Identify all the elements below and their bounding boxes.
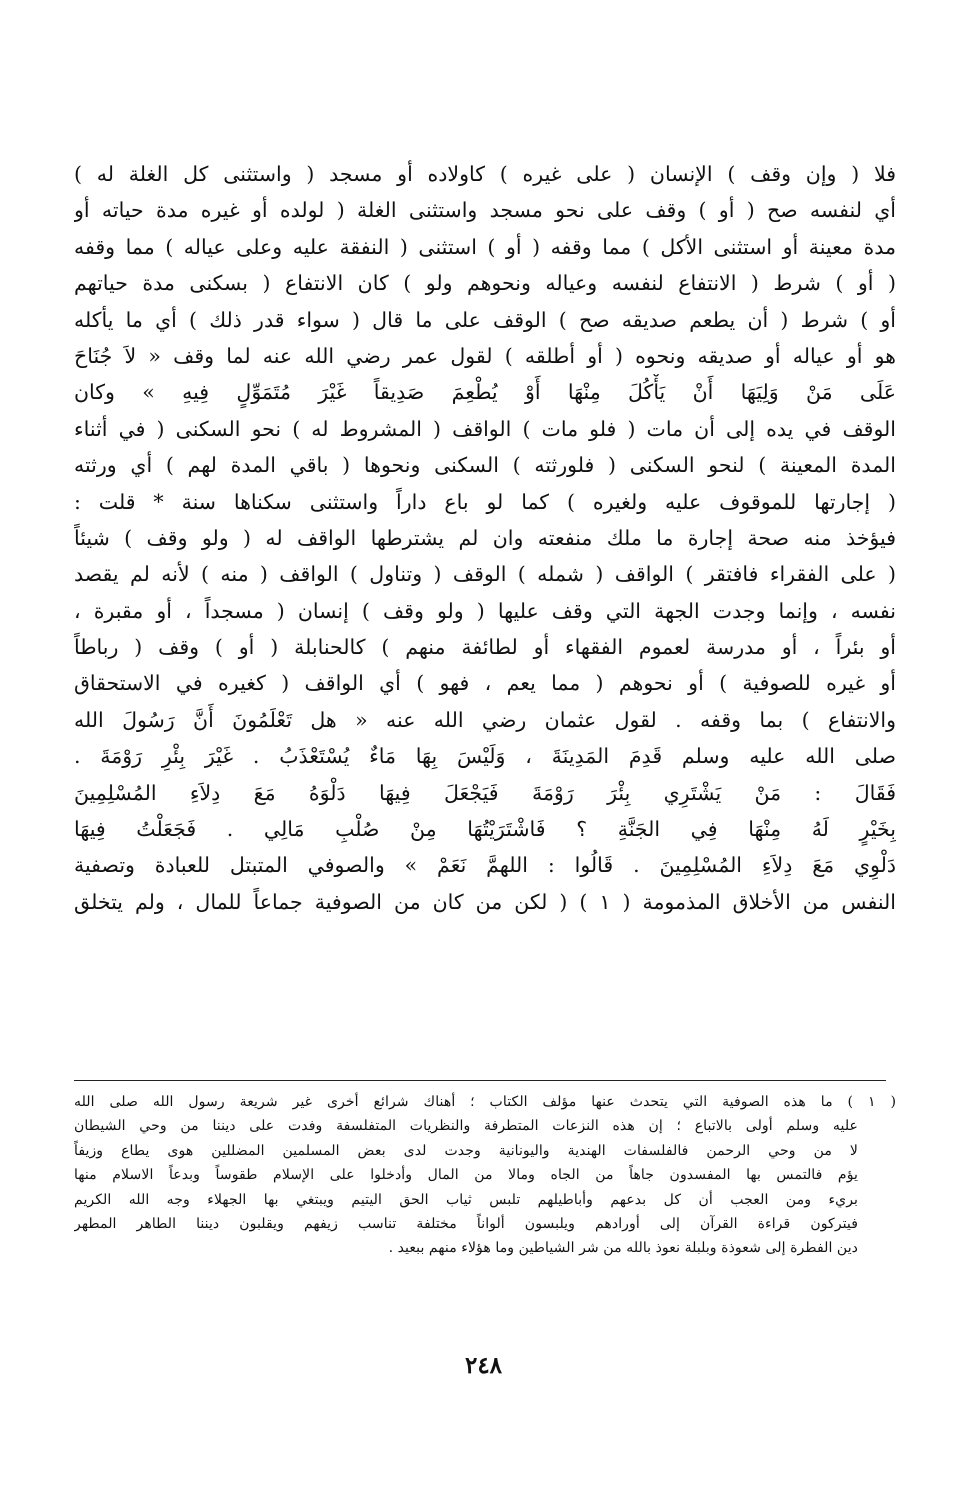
footnote-line: لا من وحي الرحمن فالفلسفات الهندية واليونانية وجدت لدى بعض المسلمين المضللين هوى يطاع وزيفاً bbox=[74, 1142, 858, 1159]
main-text-block bbox=[74, 156, 896, 920]
main-text-line: أي لنفسه صح ( أو ) وقف على نحو مسجد واستثنى الغلة ( لولده أو غيره مدة حياته أو bbox=[74, 198, 896, 223]
main-text-line: أو ) شرط ( أن يطعم صديقه صح ) الوقف على ما قال ( سواء قدر ذلك ) أي ما يأكله bbox=[74, 307, 896, 332]
main-text-line: النفس من الأخلاق المذمومة ( ١ ) ( لكن من كان من الصوفية جماعاً للمال ، ولم يتخلق bbox=[74, 889, 896, 914]
footnote-line: دين الفطرة إلى شعوذة وبلبلة نعوذ بالله من شر الشياطين وما هؤلاء منهم ببعيد . bbox=[388, 1240, 858, 1257]
main-text-line: المدة المعينة ) لنحو السكنى ( فلورثته ) السكنى ونحوها ( باقي المدة لهم ) أي ورثته bbox=[74, 453, 896, 478]
main-text-line: فيؤخذ منه صحة إجارة ما ملك منفعته وان لم يشترطها الواقف له ( ولو وقف ) شيئاً bbox=[74, 525, 896, 550]
main-text-line: مدة معينة أو استثنى الأكل ) مما وقفه ( أو ) استثنى ( النفقة عليه وعلى عياله ) مما وقفه bbox=[74, 234, 896, 259]
main-text-line: دَلْوِي مَعَ دِلاَءِ المُسْلِمِينَ . قَالُوا : اللهمَّ نَعَمْ » والصوفي المتبتل للعبادة وتصفية bbox=[74, 853, 896, 878]
main-text-line: ( على الفقراء فافتقر ) الواقف ( شمله ) الوقف ( وتناول ) الواقف ( منه ) لأنه لم يقصد bbox=[74, 562, 896, 587]
footnote-line: بريء ومن العجب أن كل بدعهم وأباطيلهم تلبس ثياب الحق اليتيم ويبتغي بها الجهلاء وجه الله الكريم bbox=[74, 1191, 858, 1208]
footnote-line: فيتركون قراءة القرآن إلى أورادهم ويلبسون ألواناً مختلفة تناسب زيفهم ويقلبون ديننا الطاهر المطهر bbox=[74, 1215, 858, 1232]
main-text-line: ( أو ) شرط ( الانتفاع لنفسه وعياله ونحوهم ولو ) كان الانتفاع ( بسكنى مدة حياتهم bbox=[74, 271, 896, 296]
footnote-divider bbox=[74, 1080, 886, 1081]
footnote-line: عليه وسلم أولى بالاتباع ؛ إن هذه النزعات المتطرفة والنظريات المتفلسفة وفدت على ديننا من وحي الشيطان bbox=[74, 1118, 858, 1135]
main-text-line: نفسه ، وإنما وجدت الجهة التي وقف عليها ( ولو وقف ) إنسان ( مسجداً ، أو مقبرة ، bbox=[74, 598, 896, 623]
footnote-block bbox=[74, 1090, 896, 1261]
main-text-line: هو أو عياله أو صديقه ونحوه ( أو أطلقه ) لقول عمر رضي الله عنه لما وقف « لاَ جُنَاحَ bbox=[74, 343, 896, 368]
main-text-line: صلى الله عليه وسلم قَدِمَ المَدِينَةَ ، وَلَيْسَ بِهَا مَاءٌ يُسْتَعْذَبُ . غَيْرَ بِئْرِ رَوْمَةَ . bbox=[74, 744, 896, 769]
main-text-line: عَلَى مَنْ وَلِيَهَا أَنْ يَأْكُلَ مِنْهَا أَوْ يُطْعِمَ صَدِيقاً غَيْرَ مُتَمَوِّلٍ فِيهِ » وكان bbox=[74, 380, 896, 405]
page-number: ٢٤٨ bbox=[464, 1352, 503, 1379]
main-text-line: والانتفاع ) بما وقفه . لقول عثمان رضي الله عنه « هل تَعْلَمُونَ أَنَّ رَسُولَ الله bbox=[74, 707, 896, 732]
main-text-line: أو بئراً ، أو مدرسة لعموم الفقهاء أو لطائفة منهم ) كالحنابلة ( أو ) وقف ( رباطاً bbox=[74, 635, 896, 660]
main-text-line: ( إجارتها للموقوف عليه ولغيره ) كما لو باع داراً واستثنى سكناها سنة * قلت : bbox=[74, 489, 896, 514]
main-text-line: أو غيره للصوفية ) أو نحوهم ( مما يعم ، فهو ) أي الواقف ( كغيره في الاستحقاق bbox=[74, 671, 896, 696]
footnote-line: يؤم فالتمس بها المفسدون جاهاً من الجاه ومالا من المال وأدخلوا على الإسلام طقوساً وبدعاً الاسلام منها bbox=[74, 1167, 858, 1184]
main-text-line: الوقف في يده إلى أن مات ( فلو مات ) الواقف ( المشروط له ) نحو السكنى ( في أثناء bbox=[74, 416, 896, 441]
main-text-line: بِخَيْرٍ لَهُ مِنْهَا فِي الجَنَّةِ ؟ فَاشْتَرَيْتُهَا مِنْ صُلْبِ مَالِي . فَجَعَلْتُ فِيهَا bbox=[74, 817, 896, 842]
main-text-line: فلا ( وإن وقف ) الإنسان ( على غيره ) كاولاده أو مسجد ( واستثنى كل الغلة له ) bbox=[74, 162, 896, 186]
main-text-line: فَقَالَ : مَنْ يَشْتَرِي بِئْرَ رَوْمَةَ فَيَجْعَلَ فِيهَا دَلْوَهُ مَعَ دِلاَءِ المُسْلِمِينَ bbox=[74, 780, 896, 805]
footnote-line: ( ١ ) ما هذه الصوفية التي يتحدث عنها مؤلف الكتاب ؛ أهناك شرائع أخرى غير شريعة رسول الله صلى الله bbox=[74, 1094, 896, 1110]
